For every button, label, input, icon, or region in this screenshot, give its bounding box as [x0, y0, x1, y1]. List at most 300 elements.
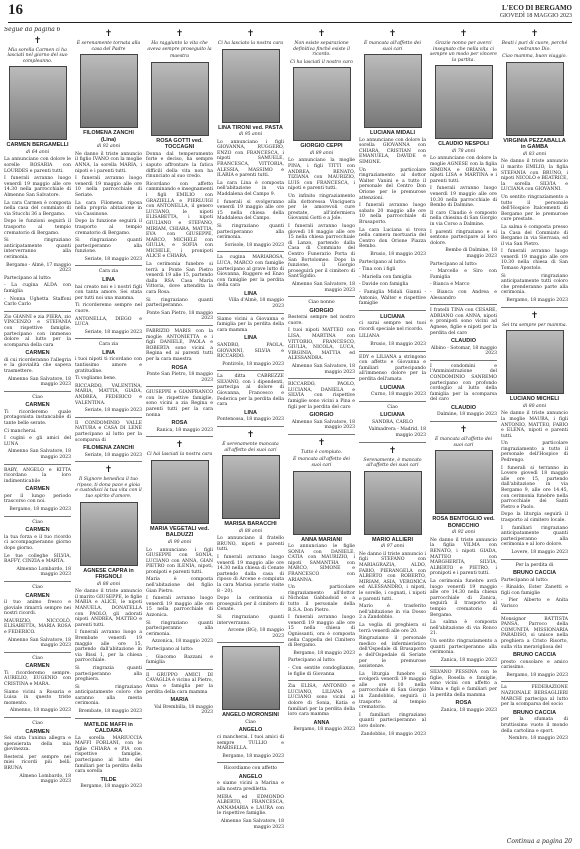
notice-text: Dopo la funzione seguirà il trasporto al tempio crematorio di Bergamo.	[75, 219, 142, 236]
notice-text: La salma è composta presso la Casa del Commiato di Bergamo in via Siervasa, ed il via San Pietro.	[501, 224, 568, 247]
notice-text: I funerali avranno luogo sabato 20 maggio alle ore 10 nella parrocchiale di Brusaporto.	[359, 203, 426, 225]
notice-text: Lo annunciano la moglie PINA, i figli TITTI con ANDREA, RENATO, TIZIANA con MAURIZIO, LUIS con FRANCESCA, i nipoti e parenti tutti.	[288, 158, 355, 192]
portrait-photo	[435, 450, 493, 514]
notice-text: Ne danno il triste annuncio il marito GIUSEPPE, le figlie MARIA e ALICE, le nipoti MANUELA, DONATELLA con PAOLO, gli adorati nipoti ANDREA, MATTEO e parenti tutti.	[75, 589, 142, 628]
notice-text: Dopo la cerimonia si proseguirà per il cimitero di Cenate.	[217, 596, 284, 613]
deceased-name: GIORGIO	[309, 307, 334, 314]
notice-text: Partecipano al lutto:	[430, 261, 478, 267]
notice-text: È serenamente tornata alla casa del Padre	[76, 41, 141, 52]
notice-text: Si ringraziano quanti parteciperanno alla cerimonia.	[217, 224, 284, 241]
portrait-photo	[364, 54, 422, 128]
notice-text: I funerali avranno luogo venerdì 19 maggio alle ore 15 nella parrocchiale di Azzonica.	[146, 596, 213, 619]
notice-text: Ne danno il triste annuncio il marito EMILIO, la figlia STEFANIA con BRUNO, i nipoti NICOLÒ e BEATRICE, la sorella SILVIA e LUCIANA con GIOVANNI.	[501, 159, 568, 193]
deceased-age: di 64 anni	[25, 149, 50, 155]
divider	[430, 304, 497, 305]
notice-place-date: Sorisole, 18 maggio 2023	[224, 242, 284, 248]
notice-text: - Mariella con famiglia	[359, 274, 412, 280]
notice-text: Il CONDOMINIO VALLE NATURA e CASA DI LENE partecipano al lutto per la scomparsa di	[75, 420, 142, 443]
notice-text: per la sfumata di bruttissimo vuoto il mondo della cartolina e sport.	[501, 717, 568, 734]
cross-icon: ✝	[459, 425, 468, 436]
deceased-name: CLAUDIO NESPOLI	[438, 141, 489, 148]
notice-place-date: Brusio, 18 maggio 2023	[370, 342, 426, 347]
notice-text: Tutto è compiuto.	[300, 449, 343, 455]
notice-text: ANTONELLA, DIEGO e LUCA	[75, 316, 142, 328]
divider	[146, 436, 213, 437]
deceased-name: LUCIANA MIDALI	[369, 130, 415, 137]
notice-text: Partecipano al lutto:	[501, 577, 549, 583]
notice-text: Si ringraziano quanti parteciperanno alla cerimonia.	[146, 620, 213, 637]
notice-text: I tuoi nipoti MATTEO con LISA, MARTINA con VITTORIO, FRANCESCO, GIULIA, NICOLA, LUCA, VIRGINIA, MATTIA ed ALESSANDRA.	[288, 328, 355, 362]
notice-text: La sorella MARIUCCIA MAFFI FORLANI, con le figlie CHIARA e PIA con rispettive famiglie, partecipano al lutto dei familiari per la perdita della cara sorella	[75, 735, 142, 775]
deceased-name: MATILDE MAFFI in CALDARA	[84, 721, 133, 735]
deceased-name: MARISA BARACCHI	[224, 521, 277, 528]
notice-text: La cerimonia funebre avrà luogo venerdì 19 maggio alle ore 14.30 nella chiesa parrocchiale di Zanica, seguirà il trasporto al tempio crematorio di Bergamo.	[430, 578, 497, 618]
deceased-name: CLAUDIO	[450, 338, 477, 345]
divider	[288, 680, 355, 681]
notice-text: Un particolare ringraziamento all'dottor Nicholas Gabbadoid e a tutto il personale della R.S.A. Don Pietro.	[288, 585, 355, 613]
deceased-name: ROSA	[171, 364, 188, 371]
notice-place-date: Val Brembilla, 18 maggio 2023	[154, 704, 213, 716]
notice-text: La cara Carmen è composta nella casa del commiato di via Stucchi 36 a Bergamo.	[4, 200, 71, 217]
notice-place-date: Bergamo, 18 maggio 2023	[293, 727, 355, 733]
notice-text: La cerimonia funebre si terrà a Ponte San Pietro venerdì 19 alle 15, partendo dalla RSA Casa Maria Vittoria, dove attendita la cara Rosa.	[146, 262, 213, 296]
notice-text: - Tina con i figli	[359, 267, 396, 273]
notice-text: EDY e LILIANA a stringono con affetto e Giovanna e familiari partecipando all'immenso dolore per la perdita dell'amata	[359, 354, 426, 382]
notice-text: Ti ricorderemo sempre. AURELIO, EUGENIO con CRISTINA e MARA.	[4, 670, 71, 688]
deceased-name: AGNESE CAPRA in FRIGNOLI	[83, 567, 134, 581]
deceased-name: CARMEN	[25, 527, 50, 534]
deceased-age: di 88 anni	[96, 581, 121, 587]
portrait-photo	[151, 460, 209, 524]
newspaper-masthead	[500, 4, 572, 20]
cross-icon: ✝	[317, 29, 326, 39]
notice-text: RICCARDO, PAOLO, LUCIANA, DANIELA e SILVIA con rispettive famiglie sono vicini a Pina e figli per la perdita del caro	[288, 382, 355, 410]
cross-icon: ✝	[33, 35, 42, 46]
notice-text: La liturgia funebre si svolgerà venerdì 19 maggio alle ore 10 nella parrocchiale di San Giorgio in Zandobbio, seguirà il trasporto al tempio crematorio.	[359, 671, 426, 711]
notice-text: La veglia di preghiera si terrà venerdì alle ore 20.	[359, 622, 426, 634]
notice-text: Non esiste separazione definitiva finché esiste il ricordo.	[293, 41, 350, 58]
divider	[4, 652, 71, 653]
notice-text: Partecipano al lutto:	[4, 275, 52, 281]
deceased-name: LINA	[102, 277, 115, 284]
column-6	[359, 27, 426, 839]
notice-text: I funerali avranno luogo venerdì 19 maggio alle ore 10.30 nella parrocchiale di Bembo di Dalmine.	[430, 186, 497, 209]
portrait-photo	[293, 471, 351, 535]
notice-place-date: Zanica, 18 maggio 2023	[440, 657, 497, 663]
portrait-photo	[9, 66, 67, 140]
divider	[4, 717, 71, 718]
notice-text: - Famiglia Midali Gianni - Antonio, Walter e rispettive famiglie	[359, 289, 426, 307]
notice-text: I funerali avranno luogo a Brembate venerdì 19 maggio alle ore 15, partendo dall'abitazione in via Bissi 1, per la chiesa parrocchiale.	[75, 630, 142, 664]
portrait-photo	[80, 54, 138, 128]
deceased-name: LUCIANO MICHELI	[509, 396, 560, 403]
notice-text: Resterai per sempre nei miei ricordi più belli. BRUNA	[4, 754, 71, 772]
deceased-name: CARMEN	[25, 486, 50, 493]
divider	[430, 360, 497, 361]
notice-text: Ha raggiunto la vita che aveva sempre proseguito la	[147, 41, 212, 52]
notice-text: I funerali avranno luogo giovedì 18 maggio alle ore 15 nella chiesa parrocchiale di Lanzo, partendo dalla Casa di Commiato del Centro Funerario Porta di San Bortolomeo. Dopo la funzione, il Giorgio proseguirà per il cimitero di Sant'Egidio.	[288, 224, 355, 280]
notice-text: I condomini e l'Amministrazione del CONDOMINIO SANREMO partecipano con profondo cordoglio al lutto della famiglia per la scomparsa del caro	[430, 363, 497, 403]
divider	[359, 401, 426, 402]
cross-icon: ✝	[388, 29, 397, 39]
notice-place-date: Seriate, 18 maggio 2023	[84, 256, 142, 262]
notice-text: - Con sentite condoglianze, le figlie di Giovanna	[288, 665, 355, 677]
notice-text: Monsignor BATTISTA PANSA, Parroco della COMUNITÀ MISSIONARIA PARADISO, si unisce nella preghiera a Cristo Risorto, sulla vita meravigliosa del	[501, 616, 568, 650]
notice-place-date: Almenno San Salvatore, 18 maggio 2023	[291, 363, 355, 375]
deceased-age: di 89 anni	[309, 150, 334, 156]
notice-text: Ciao	[387, 404, 398, 410]
divider	[4, 311, 71, 312]
page-header	[8, 4, 572, 23]
divider	[217, 370, 284, 371]
notice-place-date: Almenno San Salvatore, 18 maggio 2023	[291, 419, 355, 431]
notice-label: maestra	[170, 54, 189, 60]
deceased-name: ROSA	[171, 420, 188, 427]
notice-text: GIUSEPPE e GIANFRANCO con le rispettive famiglie, sono vicini a zia Regina e parenti tutti per la cara nonna	[146, 390, 213, 418]
notice-text: Ciao	[32, 655, 43, 661]
notice-text: e siamo vicini a Marina e alla nostra prediletta.	[217, 781, 284, 792]
notice-text: Si ringraziano quanti parteciperanno.	[146, 297, 213, 309]
notice-text: - Bianca e Marco	[430, 282, 470, 288]
notice-text: Ci mancherai.	[4, 428, 37, 434]
deceased-name: LINA TIRONI ved. PASTA	[218, 124, 283, 131]
notice-place-date: Arcene (BG), 18 maggio 2023	[227, 628, 284, 639]
deceased-age: di 92 anni	[96, 144, 121, 150]
deceased-name: ANNA MARIANI	[301, 536, 342, 543]
notice-text: È mancata all'affetto dei suoi cari	[364, 41, 421, 52]
notice-place-date: Almenno, 18 maggio 2023	[9, 708, 71, 714]
notice-text: Lo annunciano i figli GIUSEPPE con SONIA, LUCIANO con ANNA, GIAN PIETRO con ILENIA, nipoti, pronipoti e parenti tutti.	[146, 547, 213, 575]
notice-text: Ti vogliamo bene.	[75, 376, 117, 382]
issue-date: GIOVEDÌ 18 MAGGIO 2023	[499, 13, 572, 19]
notice-text: FABRIZIO MARIS con la moglie ANTONIETTA e i figli DANIELE, PAOLA e ROBERTA sono vicini a Regina ed ai parenti tutti per la cara maestra	[146, 329, 213, 362]
cross-icon: ✝	[246, 429, 255, 440]
notice-text: - Bianca con Andrea e Alessandro	[430, 289, 497, 301]
notice-text: I parenti ringraziano e si sentono partecipare al loro dolore.	[430, 229, 497, 246]
notice-text: Beati i puri di cuore, perché vedranno Dio.	[501, 41, 568, 52]
notice-place-date: Dalmine, 18 maggio 2023	[437, 412, 497, 418]
notice-text: RICCARDO, VALENTINA, MARIA, MATTIA, GIADA, ANDREA, FEDERICO e VALENTINA.	[75, 383, 142, 406]
deceased-name: ANNA	[313, 719, 330, 726]
deceased-age: di 97 anni	[380, 544, 405, 550]
page-number: 16	[8, 2, 23, 18]
cross-icon: ✝	[388, 445, 397, 456]
divider	[4, 391, 71, 392]
notice-text: Maria è composta nell'abitazione del figlio Gian Pietro.	[146, 577, 213, 594]
divider	[4, 581, 71, 582]
divider	[288, 296, 355, 297]
notice-text: Il caro Claudio è composto nella chiesina di San Giorgio in via Corso a Dalmine.	[430, 210, 497, 227]
notice-text: Grazie nonno per averci insegnato che nella vita ci sempre un modo per vincere la partita.	[430, 41, 497, 63]
notice-text: Dopo le funzioni seguirà il trasporto al tempio crematorio di Bergamo.	[4, 219, 71, 236]
notice-text: - Marcello e Siro con Famiglia	[430, 269, 497, 280]
portrait-photo	[293, 67, 351, 141]
notice-text: Ne danno il triste annuncio la figlia VILMA con RENATO, i nipoti GIADA, MATTEO con MARGHERITA, SILVIA, ALBERTO e PIETRO, i pronipoti e i parenti tutti.	[430, 537, 497, 577]
notice-text: Sei stata l'anima allegra e spensierata della mia giovinezza.	[4, 736, 71, 753]
portrait-photo	[222, 49, 280, 123]
notice-text: Un infinito ringraziamento alla dottoressa Vinciguera per le amorevoli cure prestate, all'infermiera Giovanni Gotti e a Jole.	[288, 194, 355, 222]
notice-text: Serenamente, è mancato all'affetto dei suoi cari	[363, 457, 422, 469]
divider	[359, 442, 426, 443]
divider	[501, 559, 568, 560]
divider	[4, 516, 71, 517]
deceased-name: LINA	[244, 335, 257, 342]
notice-place-date: Almenno San Salvatore, 18 maggio 2023	[7, 449, 71, 460]
notice-place-date: Bembo di Dalmine, 18 maggio 2023	[445, 248, 497, 259]
notice-text: - Pier Alberto e Anita Varisco	[501, 598, 568, 610]
cross-icon: ✝	[530, 29, 539, 39]
notice-text: Si ringraziano anticipatamente coloro che saranno alla mesta cerimonia.	[75, 684, 142, 707]
deceased-name: GIORGIO CEPPI	[300, 143, 343, 150]
notice-text: Lo annunciano con dolore la sorella GIOVANNA con CHIARA, CRISTIAN con EMANUELA, DAVIDE e SIMONE.	[359, 137, 426, 166]
column-1	[4, 27, 71, 839]
notice-text: Lo annunciano le figlie SONIA con DANIELE, CATIA con MAURIZIO, i nipoti SAMANTHA con MARCO, SIMONE e FRANCESCO con ARIANNA.	[288, 544, 355, 583]
notice-text: Ciao	[32, 584, 43, 590]
column-4	[217, 27, 284, 839]
notice-text: I fratelli TINA con CESARE, ADRIANO con ANNA, nipoti e pronipoti sono vicini ad Agnese, figlie e nipoti per la perdita del caro	[430, 308, 497, 336]
notice-text: Un sentito ringraziamento a quanti parteciperanno alla cerimonia.	[430, 638, 497, 656]
notice-text: I funerali avranno luogo venerdì 19 maggio alle ore 10 nella parrocchiale di Seriate.	[75, 176, 142, 198]
notice-text: Si ringrazia quanti parteciperanno alla preghiera.	[75, 665, 142, 683]
deceased-age: di 83 anni	[522, 151, 547, 157]
notice-place-date: Ponte San Pietro, 18 maggio 2023	[146, 372, 213, 383]
notice-text: Partecipano al lutto:	[359, 259, 407, 265]
notice-text: La cugina MARIAROSA, LUCA, MARCO con famiglie partecipano al grave lutto di Giovanna, Ruggero ed Enzo con famiglie per la perdita della cara	[217, 255, 284, 289]
notice-text: I funerali avranno luogo venerdì 19 maggio alle ore 15 nella chiesa di Ognissanti, ora è composta nella Cappella del Cimitero di Bergamo.	[288, 615, 355, 649]
notice-text: Lo annunciano il fratello BRUNO, nipoti e parenti tutti.	[217, 536, 284, 553]
deceased-age: di 78 anni	[451, 148, 476, 154]
notice-text: I familiari ringraziano quanti parteciperanno al loro dolore.	[359, 712, 426, 730]
deceased-age: di 95 anni	[238, 132, 263, 138]
notice-text: Siamo vicini a Rosaria e Luisa in questo triste momento.	[4, 689, 71, 706]
column-3	[146, 27, 213, 839]
notice-place-date: Zanica, 18 maggio 2023	[440, 707, 497, 713]
deceased-name: VIRGINIA PEZZABALLA in GAMBA	[503, 137, 566, 151]
notice-text: Ciao mamma, buon viaggio.	[502, 54, 567, 60]
divider	[217, 426, 284, 427]
divider	[217, 642, 284, 643]
notice-text: Le tue colleghe SILVIA, BAFFY, CINZIA e MARTA.	[4, 553, 71, 565]
notice-text: La FEDERAZIONE NAZIONALE BERSAGLIERI MARCHI partecipa al lutto per la scomparsa del socio	[501, 685, 568, 708]
notice-text: Ciao	[32, 721, 43, 726]
deceased-name: MARIA VEGETALI ved. BALDUZZI	[150, 525, 209, 539]
notice-place-date: Brusio, 18 maggio 2023	[370, 251, 426, 257]
deceased-name: GIORGIO	[309, 412, 334, 419]
notice-text: Siamo vicini a Giovanna e famiglia per la perdita della cara mamma	[217, 316, 284, 333]
divider	[146, 669, 213, 670]
notice-text: I familiari ringraziano anticipatamente quanti parteciperanno alla cerimonia e al loro dolore.	[501, 525, 568, 548]
notice-text: La cara Luciana si trova nella camera mortuaria del Centro don Orione Piazza Bembo.	[359, 227, 426, 250]
notice-text: È mancata all'affetto dei suoi cari	[435, 437, 492, 448]
notice-text: per il lungo periodo trascorso con noi.	[4, 493, 71, 505]
notice-text: La annunciano con dolore le sorelle ROSARIA con LOURDES e parenti tutti.	[4, 157, 71, 174]
deceased-name: MARIO ALLIERI	[371, 536, 414, 543]
notice-text: Ti ricorderemo sempre nel cuore.	[75, 303, 142, 314]
divider	[75, 718, 142, 719]
deceased-name: LINA	[244, 409, 257, 416]
notice-text: Ricordiamo con affetto	[223, 766, 278, 772]
cross-icon: ✝	[317, 437, 326, 448]
column-2	[75, 27, 142, 839]
notice-place-date: Bergamo, 18 maggio 2023	[506, 672, 568, 678]
portrait-photo	[364, 471, 422, 535]
notice-text: presto consolare e amico carissimo.	[501, 659, 568, 671]
notice-place-date: Lovere, 18 maggio 2023	[511, 549, 568, 555]
notice-text: Il GRUPPO AMICI DI CAVAGLIA è vicino al Pietro, Anna e famiglia per la perdita della cara mamma	[146, 672, 213, 695]
notice-text: I funerali avranno luogo venerdì 19 maggio alle ore 10.30 nella chiesa di San Tomaso Apostolo.	[501, 249, 568, 272]
column-5	[288, 27, 355, 839]
notice-text: - Giacomo Bazzani e famiglia	[146, 654, 213, 666]
portrait-photo	[222, 455, 280, 519]
deceased-name: ROSA	[455, 700, 472, 707]
notice-text: la tua forza e il tuo ricordo ci accompagneranno giorno dopo giorno.	[4, 534, 71, 551]
divider	[146, 386, 213, 387]
divider	[430, 421, 497, 422]
notice-text: Ne danno il triste annuncio i figli STEFANO con MARIAGRAZIA, ALDO, FABIO, PIERANGELA con ALBERTO con ROBERTO, MIRIAM, ASIA, VERONICA ed ALESSANDRO, i nipoti, le sorelle, i cognati, i nipoti e parenti tutti.	[359, 551, 426, 602]
notice-text: Zio GIANNI e zia PIERA, zio VINCENZO e STEFANIA con rispettive famiglie, partecipano con immenso dolore al lutto per la scomparsa della cara	[4, 314, 71, 348]
notice-text: MERA ed EDMONDO ALBERTO, FRANCESCA, ANNAMARIA e LAURA con le rispettive famiglie.	[217, 794, 284, 817]
notice-text: La ditta CABREZZE SILVANO, con i dipendenti, partecipa al dolore di Giovanna, Francesco e Federica per la perdita della cara	[217, 374, 284, 408]
notice-text: - La cugina ALDA con famiglia	[4, 283, 71, 294]
notice-text: La cara Lina è composta nell'abitazione in via Maddalena del Campo 9.	[217, 180, 284, 198]
notice-text: Partecipano al lutto:	[288, 658, 336, 664]
notice-place-date: Pontenossa, 18 maggio 2023	[217, 417, 284, 423]
notice-text: Un particolare ringraziamento al dottor Walter Vanini e a tutto il personale del Centro Don Orione per le premurose attenzioni.	[359, 167, 426, 201]
notice-text: La salma è composta nell'abitazione di via Ronco 21.	[430, 620, 497, 637]
newspaper-name: L'ECO DI BERGAMO	[501, 4, 572, 12]
notice-text: Ciao nonno	[308, 300, 335, 306]
divider	[4, 464, 71, 465]
divider	[217, 762, 284, 763]
deceased-name: TILDE	[100, 776, 117, 783]
deceased-name: CARMEN	[25, 728, 50, 735]
notice-place-date: Seriate, 18 maggio 2023	[84, 452, 142, 458]
deceased-age: di 80 anni	[522, 403, 547, 409]
notice-text: - Davide con famiglia	[359, 282, 409, 288]
notice-place-date: Bergamo, 18 maggio 2023	[9, 507, 71, 513]
notice-text: Un sentito ringraziamento a tutto il personale dell'Hospice Italcementi di Bergamo per le premurose cure prestate.	[501, 194, 568, 223]
notice-place-date: Almeno Lombardo, 18 maggio 2023	[19, 773, 71, 785]
notice-place-date: Pontirolo, 18 maggio 2023	[222, 361, 284, 367]
cross-icon: ✝	[175, 29, 184, 39]
cross-icon: ✝	[246, 29, 255, 39]
notice-place-date: Bergamo, 18 maggio 2023	[222, 753, 284, 759]
notice-place-date: Valmadrera - Madrid, 18 maggio 2023	[368, 427, 426, 438]
cross-icon: ✝	[104, 465, 113, 476]
notice-text: I funerali avranno luogo venerdì 19 maggio alle ore 14.30 nella parrocchiale di Almenno San Salvatore.	[4, 176, 71, 199]
deceased-name: CARMEN	[25, 350, 50, 357]
notice-place-date: Bergamo, 18 maggio 2023	[506, 298, 568, 304]
notice-place-date: Almenno San Salvatore, 18 maggio 2023	[220, 818, 284, 830]
deceased-age: di 90 anni	[167, 539, 192, 545]
notice-text: Lo annunciano con dolore la moglie AGNESE con la figlia SIMONA e ORIANA, le nipoti LISA e MARTINA e i parenti tutti.	[430, 156, 497, 184]
notice-place-date: Ponte San Pietro, 18 maggio 2023	[146, 310, 213, 322]
notice-place-date: Albino - Sotomar, 18 maggio 2023	[430, 345, 497, 357]
notice-place-date: Azzonica, 18 maggio 2023	[151, 639, 213, 645]
notice-text: Ciao	[32, 394, 43, 400]
deceased-name: BRUNO CACCIA	[512, 652, 557, 659]
notice-text: I cugini e gli amici del LUNA	[4, 436, 71, 447]
notice-text: i tuoi nipoti ti ricordano con tantissimo amore e gratitudine.	[75, 357, 142, 374]
notice-text: È serenamente mancata all'affetto dei suoi cari	[222, 441, 279, 453]
notice-text: Mario è trasferito nell'abitazione in via Dosso 2 a Zandobbio.	[359, 604, 426, 621]
deceased-name: ROSA GOTTI ved. TOCCAGNI	[156, 137, 203, 151]
cross-icon: ✝	[530, 310, 539, 321]
divider	[217, 313, 284, 314]
notice-text: Sei tra sempre per mamma.	[501, 322, 568, 328]
notice-text: Ci ha lasciati il nostro caro	[290, 59, 353, 65]
notice-place-date: Almenno San Salvatore, 18 maggio 2023	[291, 281, 355, 293]
divider	[75, 265, 142, 266]
notice-text: Dopo la liturgia seguirà il trasporto al cimitero locale.	[501, 512, 568, 523]
portrait-photo	[80, 502, 138, 566]
notice-text: Resterai sempre nel nostro cuore.	[288, 315, 355, 326]
column-7	[430, 27, 497, 839]
notice-text: Ciao	[245, 719, 256, 725]
deceased-name: MARIA	[170, 697, 189, 704]
segue-note: Segue da pagina 6	[4, 27, 61, 33]
notice-text: Ne danno il triste annuncio il figlio IVANO con la moglie ANNA, la sorella MARIA, i nipoti e i parenti tutti.	[75, 151, 142, 174]
notice-text: Si ringraziano quanti interverranno.	[217, 614, 284, 626]
notice-text: - Nonna Ughetta Staffoni Carlo Carlo	[4, 296, 71, 308]
notice-text: il tuo animo fresco e gioviale rimarrà sempre nei nostri ricordi.	[4, 600, 71, 617]
notice-text: Un particolare ringraziamento a tutto il personale dell'Hospice di Pedrengo.	[501, 441, 568, 464]
notice-place-date: Bergamo, 18 maggio 2023	[80, 784, 142, 790]
notice-text: Per la perdita di	[515, 562, 554, 568]
notice-place-date: Villa d'Almè, 18 maggio 2023	[228, 298, 284, 310]
deceased-name: CARMEN	[25, 663, 50, 670]
notice-text: SANDRA, CARLO	[372, 419, 413, 425]
deceased-name: CARMEN	[25, 592, 50, 599]
notice-text: I funerali avranno luogo venerdì 19 maggio alle ore 14.30 nella chiesa di Cenate partendo dalla casa di riposo di Arcene e compiuta la cara Marisa (orario visite 8 - 20).	[217, 555, 284, 594]
notice-text: I funerali si svolgeranno venerdì 19 maggio alle ore 15 nella chiesa della Maddalena del Campo.	[217, 199, 284, 222]
divider	[75, 461, 142, 462]
notice-text: Il Signore benedica il tuo riposo, ti dona pace e gioia e custodisci la tua vita con il tuo spirito d'amore.	[75, 477, 142, 499]
divider	[288, 378, 355, 379]
notice-text: hai creato noi e i nostri figli con tanta amore. Sei stata per tutti noi una mamma.	[75, 284, 142, 301]
notice-text: MAURIZIO, NICCOLÒ, ELISABETTA, MARIA ROSA e FEDERICO.	[4, 618, 71, 635]
notice-place-date: Curno, 18 maggio 2023	[371, 392, 426, 398]
notice-place-date: Almenno San Salvatore, 18 maggio 2023	[7, 376, 71, 388]
notice-text: Ti ricorderemo quale protagonista instancabile di tante belle serate.	[4, 409, 71, 427]
deceased-name: CARMEN BERGAMELLI	[6, 142, 69, 149]
portrait-photo	[435, 65, 493, 139]
notice-text: Ci ha lasciato la nostra cara	[217, 41, 284, 46]
deceased-name: ANGELO	[238, 773, 263, 780]
divider	[217, 251, 284, 252]
notice-text: di cui ricorderanno l'allegria e la giovialità che sapeva trasmettere.	[4, 357, 71, 374]
cross-icon: ✝	[459, 29, 468, 39]
deceased-name: LUCIANA	[380, 384, 405, 391]
notice-text: BABY, ANGELO e KITTA ricordano la loro indimenticabile	[4, 467, 71, 484]
deceased-name: LINA	[244, 290, 257, 297]
deceased-name: LINA	[102, 349, 115, 356]
portrait-photo	[506, 330, 564, 394]
notice-text: Ringraziamo il personale medico ed infermieristico dell'Ospedale di Brusaporto e dell'Ospedale di Seriate per le premurose assistenze.	[359, 636, 426, 670]
notice-text: - Rinaldo, Ester Zanetti e figli con famiglie	[501, 585, 568, 596]
divider	[359, 351, 426, 352]
notice-text: I funerali si terranno in Lovere giovedì 18 maggio alle ore 15, partendo dall'abitazione in via Bergamo 9, alle ore 14.45, con cerimonia funebre nella parrocchiale dei Santi Pietro e Paolo.	[501, 465, 568, 510]
divider	[501, 307, 568, 308]
portrait-photo	[151, 62, 209, 136]
notice-text: È mancata all'affetto dei suoi cari	[293, 457, 350, 468]
notice-text: Ciao	[32, 519, 43, 525]
notice-text: Mia sorella Carmen ci ha lasciati nel giorno del suo compleanno.	[7, 47, 68, 64]
column-8	[501, 27, 568, 839]
deceased-name: BRUNO CACCIA	[512, 709, 557, 716]
notices-columns	[4, 27, 576, 839]
cross-icon: ✝	[104, 29, 113, 39]
